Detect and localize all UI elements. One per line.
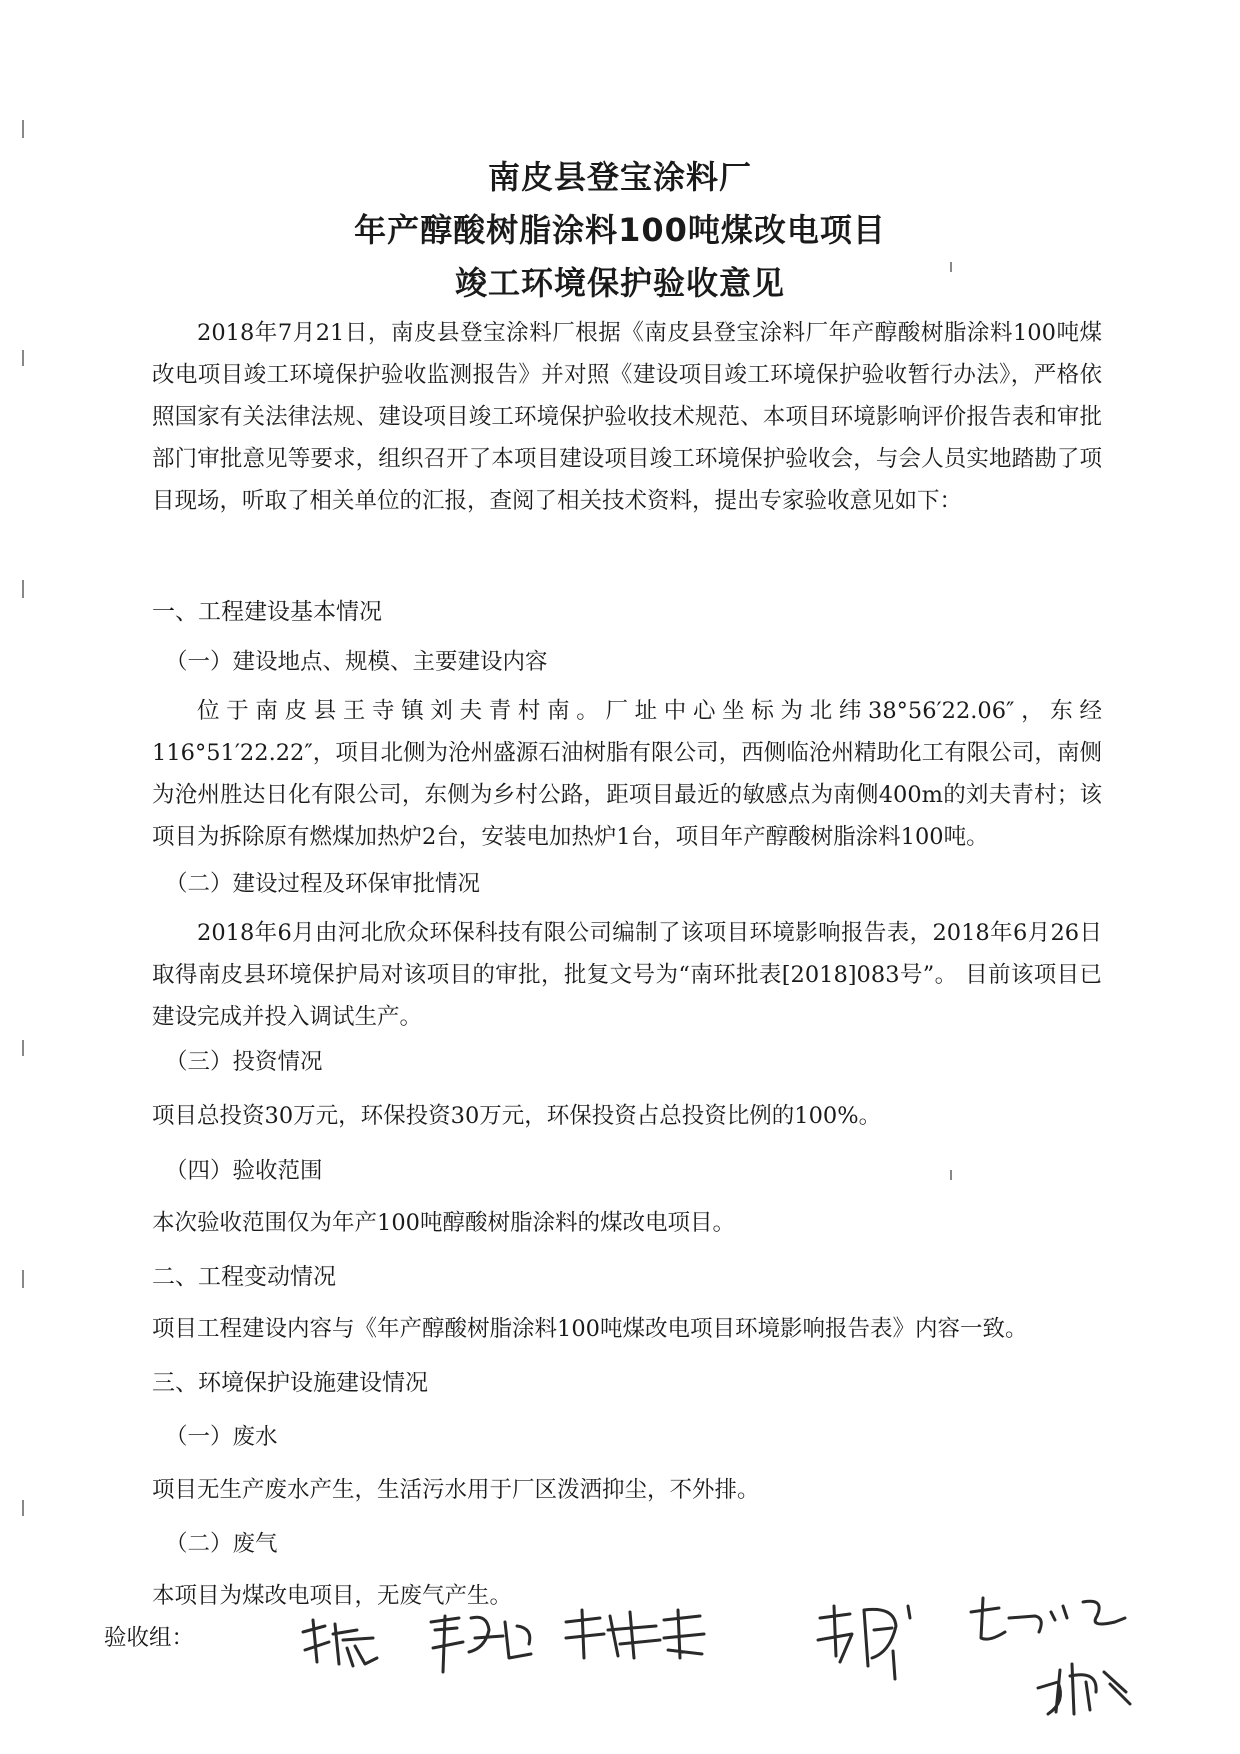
subsection-1-text: 位于南皮县王寺镇刘夫青村南。厂址中心坐标为北纬38°56′22.06″，东经116°51′22.22″，项目北侧为沧州盛源石油树脂有限公司，西侧临沧州精助化工有限公司，南侧为沧州胜达日化有限公司，东侧为乡村公路，距项目最近的敏感点为南侧400m的刘夫青村；该项目为拆除原有燃煤加热炉2台，安装电加热炉1台，项目年产醇酸树脂涂料100吨。 (152, 698, 1102, 850)
subsection-6-heading: （二）废气 (165, 1531, 278, 1557)
scan-mark (22, 120, 24, 138)
signature-6 (1030, 1652, 1140, 1722)
signature-3 (560, 1604, 710, 1664)
scan-mark (22, 1040, 24, 1056)
section-2-text: 项目工程建设内容与《年产醇酸树脂涂料100吨煤改电项目环境影响报告表》内容一致。 (152, 1316, 1028, 1342)
scan-mark (950, 1170, 952, 1180)
signature-2 (425, 1608, 545, 1678)
subsection-4-text: 本次验收范围仅为年产100吨醇酸树脂涂料的煤改电项目。 (152, 1210, 735, 1236)
section-3-heading: 三、环境保护设施建设情况 (152, 1370, 428, 1396)
scan-mark (22, 350, 24, 366)
title-line-1: 南皮县登宝涂料厂 (487, 158, 752, 196)
scan-mark (950, 262, 952, 272)
acceptance-group-label: 验收组： (104, 1625, 195, 1651)
title-line-3: 竣工环境保护验收意见 (454, 264, 785, 302)
scan-mark (22, 1270, 24, 1288)
subsection-4-heading: （四）验收范围 (165, 1158, 323, 1184)
intro-paragraph: 2018年7月21日，南皮县登宝涂料厂根据《南皮县登宝涂料厂年产醇酸树脂涂料100吨煤改电项目竣工环境保护验收监测报告》并对照《建设项目竣工环境保护验收暂行办法》，严格依照国家有关法律法规、建设项目竣工环境保护验收技术规范、本项目环境影响评价报告表和审批部门审批意见等要求，组织召开了本项目建设项目竣工环境保护验收会，与会人员实地踏勘了项目现场，听取了相关单位的汇报，查阅了相关技术资料，提出专家验收意见如下： (152, 320, 1102, 514)
subsection-3-heading: （三）投资情况 (165, 1049, 323, 1075)
signature-7 (885, 1645, 905, 1685)
signature-1 (295, 1612, 385, 1672)
scan-mark (22, 580, 24, 598)
subsection-2-text: 2018年6月由河北欣众环保科技有限公司编制了该项目环境影响报告表，2018年6月26日取得南皮县环境保护局对该项目的审批，批复文号为“南环批表[2018]083号”。 目前该项目已建设完成并投入调试生产。 (152, 920, 1102, 1030)
subsection-2-heading: （二）建设过程及环保审批情况 (165, 871, 481, 897)
title-line-2: 年产醇酸树脂涂料100吨煤改电项目 (354, 211, 886, 249)
signature-4 (810, 1596, 940, 1676)
subsection-1-heading: （一）建设地点、规模、主要建设内容 (165, 649, 548, 675)
subsection-3-text: 项目总投资30万元，环保投资30万元，环保投资占总投资比例的100%。 (152, 1103, 882, 1129)
signature-5 (965, 1588, 1135, 1648)
subsection-5-heading: （一）废水 (165, 1424, 278, 1450)
subsection-6-text: 本项目为煤改电项目，无废气产生。 (152, 1583, 513, 1609)
section-2-heading: 二、工程变动情况 (152, 1264, 336, 1290)
section-1-heading: 一、工程建设基本情况 (152, 599, 382, 625)
subsection-5-text: 项目无生产废水产生，生活污水用于厂区泼洒抑尘，不外排。 (152, 1477, 760, 1503)
scan-mark (22, 1500, 24, 1516)
